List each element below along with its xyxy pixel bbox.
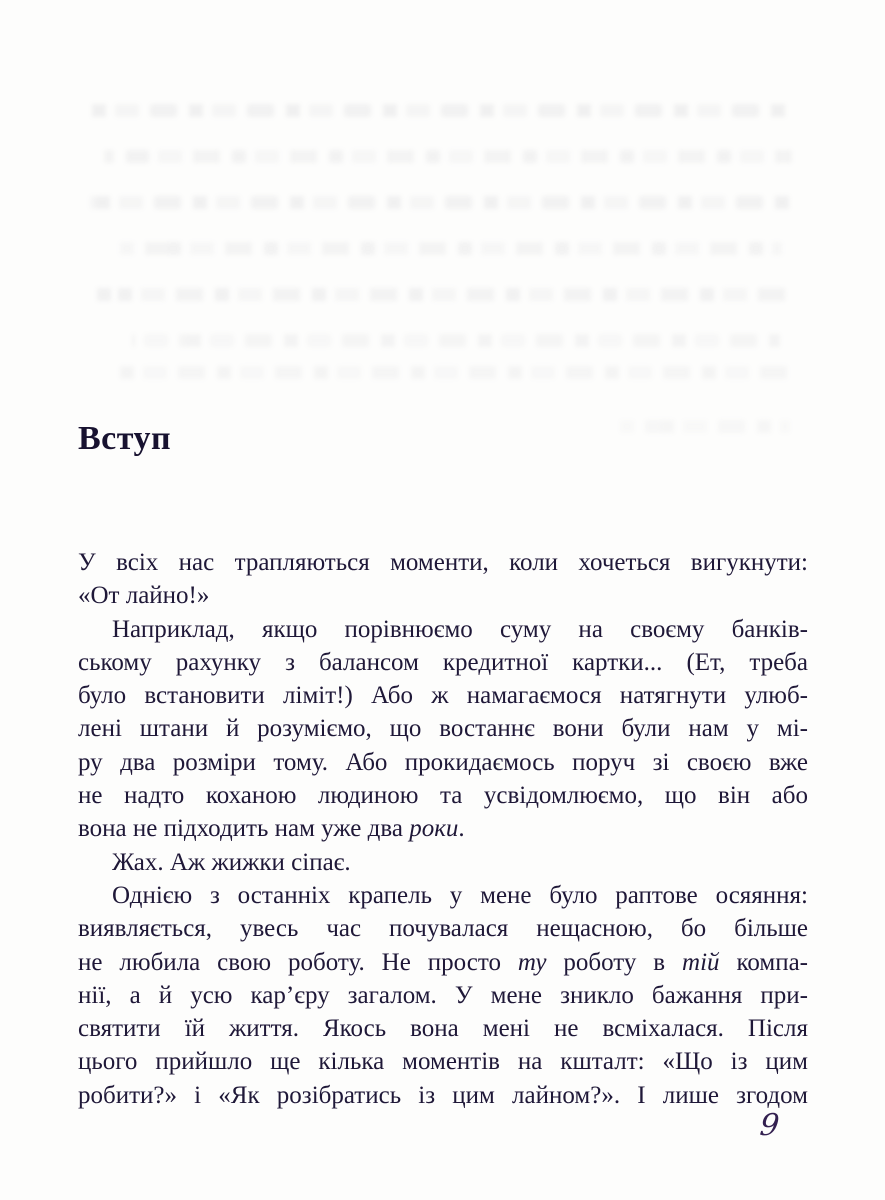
text-line: виявляється, увесь час почувалася нещасною, бо більше xyxy=(78,915,808,943)
bleed-through-line xyxy=(84,196,792,209)
text-line: нії, а й усю кар’єру загалом. У мене зникло бажання при- xyxy=(78,981,808,1009)
page-number: 9 xyxy=(758,1108,781,1143)
text-line: Жах. Аж жижки сіпає. xyxy=(112,848,351,876)
bleed-through-line xyxy=(120,242,782,255)
bleed-through-line xyxy=(104,150,792,163)
bleed-through-line xyxy=(132,334,780,347)
text-line: Наприклад, якщо порівнюємо суму на своєму банків- xyxy=(112,615,808,643)
text-line: вона не підходить нам уже два роки. xyxy=(78,815,465,843)
text-line: було встановити ліміт!) Або ж намагаємося натягнути улюб- xyxy=(78,682,808,710)
text-line: «От лайно!» xyxy=(78,582,210,610)
body-text xyxy=(78,546,808,1112)
bleed-through-line xyxy=(92,104,792,117)
bleed-through-line xyxy=(112,366,788,379)
text-line: Однією з останніх крапель у мене було раптове осяяння: xyxy=(112,881,808,909)
chapter-heading: Вступ xyxy=(78,419,172,457)
text-line: ському рахунку з балансом кредитної картки... (Ет, треба xyxy=(78,648,808,676)
text-line: робити?» і «Як розібратись із цим лайном?». І лише згодом xyxy=(78,1081,808,1109)
bleed-through-line xyxy=(96,288,796,301)
bleed-through-smudge xyxy=(620,420,790,433)
text-line: ру два розміри тому. Або прокидаємось поруч зі своєю вже xyxy=(78,748,808,776)
text-line: У всіх нас трапляються моменти, коли хочеться вигукнути: xyxy=(78,549,808,576)
text-line: не надто коханою людиною та усвідомлюємо, що він або xyxy=(78,782,808,810)
text-line: не любила свою роботу. Не просто ту роботу в тій компа- xyxy=(78,948,809,976)
text-line: цього прийшло ще кілька моментів на кшталт: «Що із цим xyxy=(78,1048,808,1076)
text-line: лені штани й розуміємо, що востаннє вони були нам у мі- xyxy=(78,715,808,743)
text-line: святити їй життя. Якось вона мені не всміхалася. Після xyxy=(78,1015,808,1043)
